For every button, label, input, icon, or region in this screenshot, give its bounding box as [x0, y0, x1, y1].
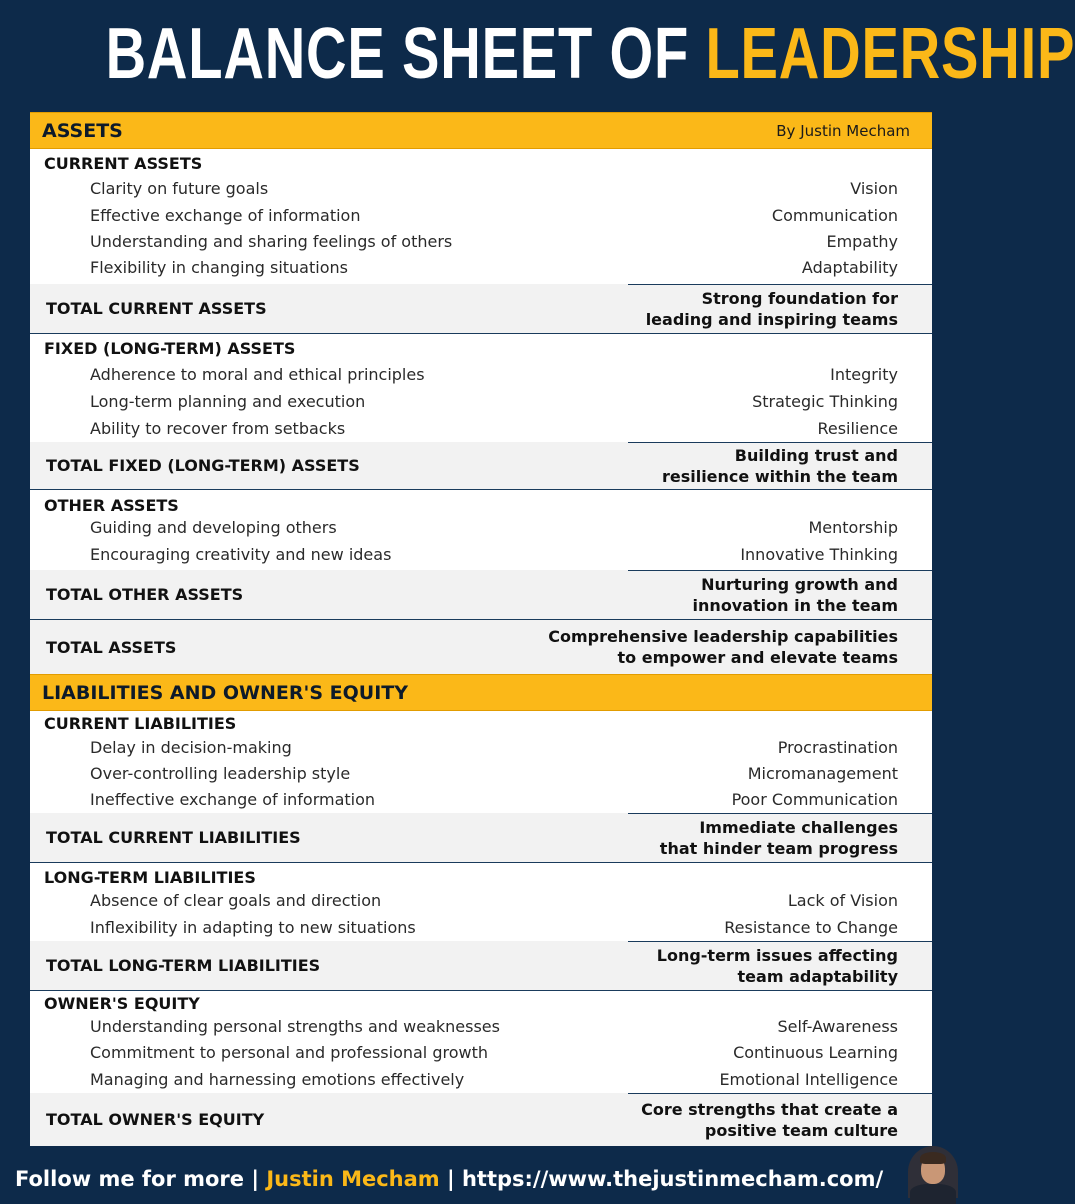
total-label: TOTAL ASSETS	[46, 637, 177, 657]
liabilities-header	[30, 674, 932, 711]
list-item	[30, 362, 932, 388]
balance-sheet	[30, 112, 932, 1146]
owners-equity-heading: OWNER'S EQUITY	[44, 994, 200, 1013]
total-value-line-2: that hinder team progress	[659, 838, 898, 858]
assets-heading: ASSETS	[42, 120, 123, 142]
item-description: Encouraging creativity and new ideas	[90, 545, 392, 564]
total-other-assets-row	[30, 570, 932, 620]
list-item	[30, 1067, 932, 1093]
item-description: Understanding and sharing feelings of others	[90, 232, 453, 251]
item-description: Understanding personal strengths and weaknesses	[90, 1017, 500, 1036]
list-item	[30, 176, 932, 202]
list-item	[30, 787, 932, 813]
footer-author-name: Justin Mecham	[266, 1167, 440, 1191]
list-item	[30, 416, 932, 442]
total-value-line-1: Comprehensive leadership capabilities	[548, 627, 898, 646]
item-description: Flexibility in changing situations	[90, 258, 348, 277]
item-description: Managing and harnessing emotions effectively	[90, 1070, 465, 1089]
item-value: Communication	[771, 206, 898, 225]
item-description: Inflexibility in adapting to new situations	[90, 918, 416, 937]
list-item	[30, 1040, 932, 1066]
total-value	[641, 1093, 898, 1146]
title-main: BALANCE SHEET OF	[105, 14, 706, 94]
list-item	[30, 915, 932, 941]
item-value: Procrastination	[777, 738, 898, 757]
footer-text	[15, 1158, 883, 1200]
total-value	[646, 284, 898, 333]
total-label: TOTAL LONG-TERM LIABILITIES	[46, 956, 321, 975]
item-value: Mentorship	[808, 518, 898, 537]
list-item	[30, 761, 932, 787]
total-value-line-1: Immediate challenges	[699, 817, 898, 837]
total-assets-row	[30, 620, 932, 674]
item-value: Innovative Thinking	[740, 545, 898, 564]
total-value-line-1: Nurturing growth and	[701, 574, 898, 594]
item-value: Micromanagement	[747, 764, 898, 783]
item-value: Empathy	[826, 232, 898, 251]
current-liabilities-heading: CURRENT LIABILITIES	[44, 714, 237, 733]
list-item	[30, 515, 932, 541]
footer-prefix: Follow me for more |	[15, 1167, 267, 1191]
avatar-shirt	[910, 1184, 956, 1204]
item-description: Clarity on future goals	[90, 179, 269, 198]
list-item	[30, 389, 932, 415]
total-label: TOTAL OWNER'S EQUITY	[46, 1110, 265, 1129]
total-longterm-liabilities-row	[30, 941, 932, 991]
list-item	[30, 203, 932, 229]
item-value: Continuous Learning	[733, 1043, 898, 1062]
list-item	[30, 229, 932, 255]
total-value	[662, 442, 898, 489]
total-owners-equity-row	[30, 1093, 932, 1146]
item-value: Resistance to Change	[724, 918, 898, 937]
total-label: TOTAL FIXED (LONG-TERM) ASSETS	[46, 456, 360, 475]
total-value-line-1: Building trust and	[734, 445, 898, 465]
total-value	[657, 941, 898, 990]
total-label: TOTAL CURRENT LIABILITIES	[46, 828, 301, 847]
item-value: Vision	[850, 179, 898, 198]
avatar	[908, 1146, 958, 1198]
item-description: Long-term planning and execution	[90, 392, 366, 411]
current-assets-heading: CURRENT ASSETS	[44, 154, 203, 173]
item-value: Adaptability	[801, 258, 898, 277]
total-value-line-2: positive team culture	[704, 1120, 898, 1140]
total-value	[548, 620, 898, 674]
longterm-liabilities-heading: LONG-TERM LIABILITIES	[44, 868, 256, 887]
total-value-line-2: innovation in the team	[692, 595, 898, 615]
footer	[0, 1158, 960, 1200]
total-current-assets-row	[30, 284, 932, 334]
item-description: Effective exchange of information	[90, 206, 361, 225]
total-value-line-1: Strong foundation for	[701, 288, 898, 308]
list-item	[30, 255, 932, 281]
title-accent: LEADERSHIP	[705, 14, 1075, 94]
total-label: TOTAL CURRENT ASSETS	[46, 299, 267, 318]
item-description: Guiding and developing others	[90, 518, 337, 537]
total-value-line-2: resilience within the team	[661, 466, 898, 486]
item-description: Absence of clear goals and direction	[90, 891, 382, 910]
item-description: Ineffective exchange of information	[90, 790, 376, 809]
other-assets-heading: OTHER ASSETS	[44, 496, 179, 515]
item-value: Strategic Thinking	[752, 392, 898, 411]
item-value: Poor Communication	[731, 790, 898, 809]
total-value-line-2: leading and inspiring teams	[645, 309, 898, 329]
item-value: Emotional Intelligence	[719, 1070, 898, 1089]
total-value-line-2: to empower and elevate teams	[617, 648, 898, 667]
total-label: TOTAL OTHER ASSETS	[46, 585, 244, 604]
item-value: Lack of Vision	[787, 891, 898, 910]
total-value	[693, 570, 898, 619]
total-current-liabilities-row	[30, 813, 932, 863]
item-description: Delay in decision-making	[90, 738, 292, 757]
fixed-assets-heading: FIXED (LONG-TERM) ASSETS	[44, 339, 296, 358]
author-byline: By Justin Mecham	[776, 122, 910, 140]
avatar-hair	[920, 1152, 946, 1164]
item-value: Resilience	[817, 419, 898, 438]
item-description: Commitment to personal and professional growth	[90, 1043, 488, 1062]
item-value: Integrity	[830, 365, 898, 384]
item-description: Adherence to moral and ethical principles	[90, 365, 425, 384]
page-title	[105, 0, 1075, 108]
item-value: Self-Awareness	[777, 1017, 898, 1036]
total-value	[660, 813, 898, 862]
item-description: Over-controlling leadership style	[90, 764, 351, 783]
list-item	[30, 888, 932, 914]
total-value-line-1: Long-term issues affecting	[656, 945, 898, 965]
list-item	[30, 1014, 932, 1040]
total-value-line-2: team adaptability	[737, 966, 898, 986]
total-value-line-1: Core strengths that create a	[641, 1099, 898, 1119]
list-item	[30, 542, 932, 568]
footer-website-link[interactable]: | https://www.thejustinmecham.com/	[439, 1167, 884, 1191]
total-fixed-assets-row	[30, 442, 932, 490]
list-item	[30, 735, 932, 761]
assets-header	[30, 112, 932, 149]
liabilities-heading: LIABILITIES AND OWNER'S EQUITY	[42, 682, 408, 704]
item-description: Ability to recover from setbacks	[90, 419, 346, 438]
